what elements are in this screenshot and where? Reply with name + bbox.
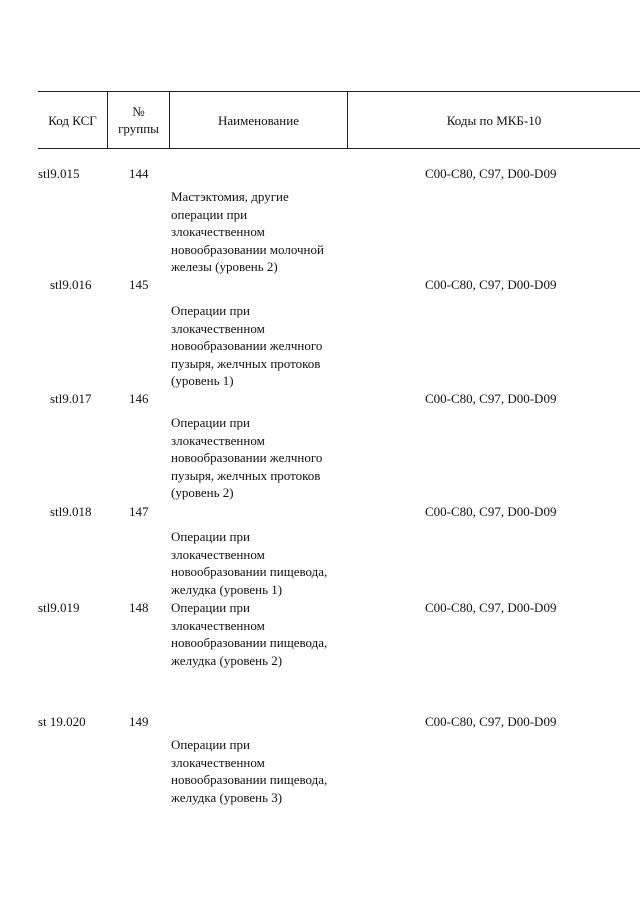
row-group: 144 xyxy=(129,166,149,181)
row-icd: C00-C80, C97, D00-D09 xyxy=(425,391,557,406)
row-group: 149 xyxy=(129,714,149,729)
row-group: 147 xyxy=(129,504,149,519)
row-name: Мастэктомия, другие операции при злокачественном новообразовании молочной железы (уровень 2) xyxy=(171,189,324,274)
row-group: 146 xyxy=(129,391,149,406)
row-name: Операции при злокачественном новообразовании желчного пузыря, желчных протоков (уровень 2) xyxy=(171,415,323,500)
row-code: stl9.015 xyxy=(38,166,80,181)
row-name: Операции при злокачественном новообразовании пищевода, желудка (уровень 2) xyxy=(171,600,328,668)
row-icd: C00-C80, C97, D00-D09 xyxy=(425,714,557,729)
row-name: Операции при злокачественном новообразовании пищевода, желудка (уровень 1) xyxy=(171,529,328,597)
header-code: Код КСГ xyxy=(48,112,97,128)
row-icd: C00-C80, C97, D00-D09 xyxy=(425,600,557,615)
row-code: st 19.020 xyxy=(38,714,86,729)
row-icd: C00-C80, C97, D00-D09 xyxy=(425,504,557,519)
row-code: stl9.016 xyxy=(50,277,92,292)
header-group: № группы xyxy=(118,104,159,136)
row-code: stl9.017 xyxy=(50,391,92,406)
row-name: Операции при злокачественном новообразовании желчного пузыря, желчных протоков (уровень 1) xyxy=(171,303,323,388)
row-group: 148 xyxy=(129,600,149,615)
row-group: 145 xyxy=(129,277,149,292)
row-icd: C00-C80, C97, D00-D09 xyxy=(425,166,557,181)
row-icd: C00-C80, C97, D00-D09 xyxy=(425,277,557,292)
row-code: stl9.018 xyxy=(50,504,92,519)
table-header xyxy=(38,91,640,149)
row-name: Операции при злокачественном новообразовании пищевода, желудка (уровень 3) xyxy=(171,737,328,805)
header-icd: Коды по МКБ-10 xyxy=(446,112,542,128)
row-code: stl9.019 xyxy=(38,600,80,615)
header-name: Наименование xyxy=(218,112,299,128)
